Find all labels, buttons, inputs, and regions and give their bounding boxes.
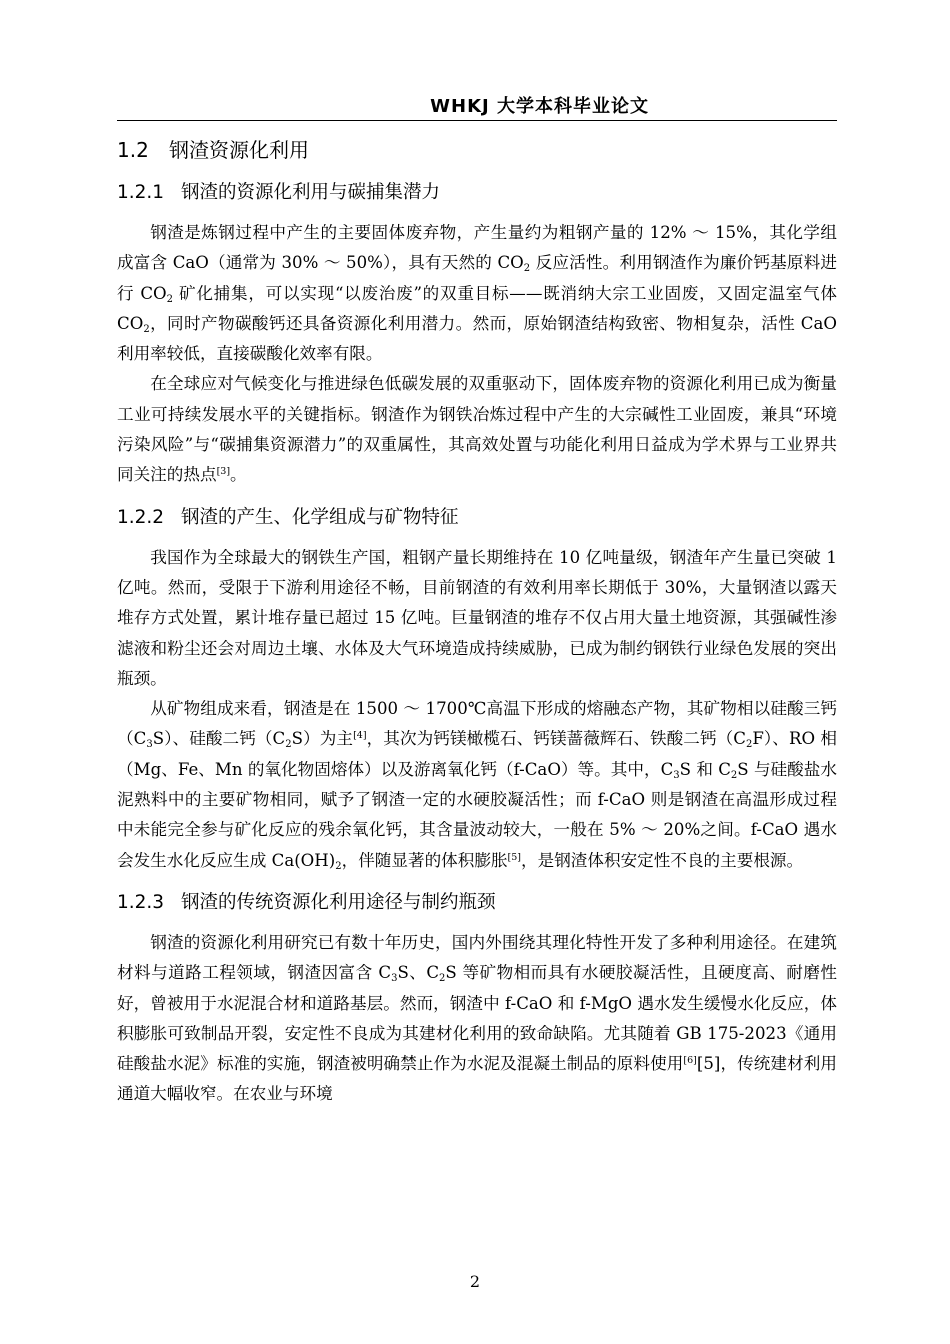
section-title: 钢渣资源化利用 bbox=[169, 138, 309, 162]
page-body bbox=[117, 128, 837, 1110]
subsection-number: 1.2.3 bbox=[117, 891, 165, 913]
paragraph-5: 钢渣的资源化利用研究已有数十年历史，国内外围绕其理化特性开发了多种利用途径。在建筑材料与道路工程领域，钢渣因富含 $C_3S$、$C_2S$ 等矿物相而具有水硬胶凝活性，且硬度高、耐磨性好，曾被用于水泥混合材和道路基层。然而，钢渣中 f-CaO 和 f-MgO 遇水发生缓慢水化反应，体积膨胀可致制品开裂，安定性不良成为其建材化利用的致命缺陷。尤其随着 GB 175-2023《通用硅酸盐水泥》标准的实施，钢渣被明确禁止作为水泥及混凝土制品的原料使用[6][5]，传统建材利用通道大幅收窄。在农业与环境 bbox=[117, 932, 837, 1104]
subsection-title: 钢渣的传统资源化利用途径与制约瓶颈 bbox=[181, 891, 496, 913]
paragraph-3: 我国作为全球最大的钢铁生产国，粗钢产量长期维持在 10 亿吨量级，钢渣年产生量已突破 1 亿吨。然而，受限于下游利用途径不畅，目前钢渣的有效利用率长期低于 30%，大量钢渣以露天堆存方式处置，累计堆存量已超过 15 亿吨。巨量钢渣的堆存不仅占用大量土地资源，其强碱性渗滤液和粉尘还会对周边土壤、水体及大气环境造成持续威胁，已成为制约钢铁行业绿色发展的突出瓶颈。 bbox=[117, 547, 837, 688]
subsection-number: 1.2.1 bbox=[117, 182, 165, 203]
paragraph-2: 在全球应对气候变化与推进绿色低碳发展的双重驱动下，固体废弃物的资源化利用已成为衡量工业可持续发展水平的关键指标。钢渣作为钢铁冶炼过程中产生的大宗碱性工业固废，兼具“环境污染风险”与“碳捕集资源潜力”的双重属性，其高效处置与功能化利用日益成为学术界与工业界共同关注的热点[3]。 bbox=[117, 374, 837, 485]
section-heading bbox=[117, 135, 837, 165]
subsection-heading-3 bbox=[117, 888, 837, 918]
page-header bbox=[117, 92, 837, 121]
thesis-header-title: WHKJ 大学本科毕业论文 bbox=[430, 96, 649, 117]
citation: [3] bbox=[216, 466, 231, 478]
citation: [4] bbox=[353, 730, 367, 742]
section-number: 1.2 bbox=[117, 138, 149, 162]
page-number: 2 bbox=[469, 1272, 481, 1291]
citation: [5] bbox=[507, 851, 522, 863]
subsection-number: 1.2.2 bbox=[117, 506, 165, 528]
paragraph-4: 从矿物组成来看，钢渣是在 1500 ～ 1700℃高温下形成的熔融态产物，其矿物相以硅酸三钙$(C_3S)$、硅酸二钙$(C_2S)$为主[4]，其次为钙镁橄榄石、钙镁蔷薇辉石、铁酸二钙$(C_2F)$、RO 相（Mg、Fe、Mn 的氧化物固熔体）以及游离氧化钙（f-CaO）等。其中，$C_3S$ 和 $C_2S$ 与硅酸盐水泥熟料中的主要矿物相同，赋予了钢渣一定的水硬胶凝活性；而 f-CaO 则是钢渣在高温形成过程中未能完全参与矿化反应的残余氧化钙，其含量波动较大，一般在 5% ～ 20%之间。f-CaO 遇水会发生水化反应生成 $Ca(OH)_2$，伴随显著的体积膨胀[5]，是钢渣体积安定性不良的主要根源。 bbox=[117, 699, 837, 872]
subsection-heading-1 bbox=[117, 178, 837, 208]
subsection-title: 钢渣的产生、化学组成与矿物特征 bbox=[181, 506, 459, 528]
subsection-title: 钢渣的资源化利用与碳捕集潜力 bbox=[181, 182, 441, 203]
citation: [6] bbox=[683, 1055, 697, 1067]
paragraph-1: 钢渣是炼钢过程中产生的主要固体废弃物，产生量约为粗钢产量的 12% ～ 15%，其化学组成富含 CaO（通常为 30% ～ 50%），具有天然的 $CO_2$ 反应活性。利用钢渣作为廉价钙基原料进行 $CO_2$ 矿化捕集，可以实现“以废治废”的双重目标——既消纳大宗工业固废，又固定温室气体 $CO_2$，同时产物碳酸钙还具备资源化利用潜力。然而，原始钢渣结构致密、物相复杂，活性 CaO 利用率较低，直接碳酸化效率有限。 bbox=[117, 223, 837, 364]
subsection-heading-2 bbox=[117, 503, 837, 533]
